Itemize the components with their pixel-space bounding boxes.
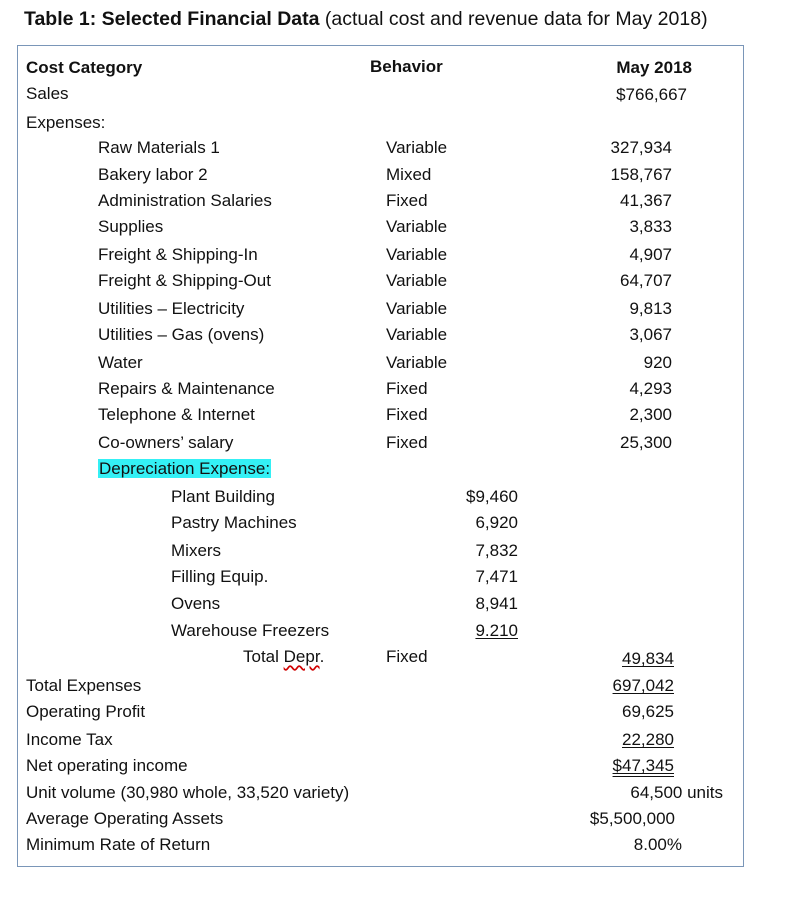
summary-label: Unit volume (30,980 whole, 33,520 variety) — [26, 783, 350, 802]
header-behavior: Behavior — [370, 57, 443, 76]
depreciation-value: 9.210 — [475, 621, 518, 640]
expense-value: 4,293 — [629, 379, 672, 398]
expense-value: 64,707 — [620, 271, 672, 290]
total-depr-behavior: Fixed — [386, 647, 428, 666]
expense-value: 920 — [643, 353, 672, 372]
expense-value: 2,300 — [629, 405, 672, 424]
sales-value: $766,667 — [616, 85, 687, 104]
depreciation-value: 7,471 — [475, 567, 518, 586]
expense-label: Repairs & Maintenance — [98, 379, 275, 398]
summary-value: 69,625 — [622, 702, 674, 721]
depreciation-label: Filling Equip. — [171, 567, 269, 586]
summary-value: $47,345 — [612, 756, 674, 775]
expense-value: 158,767 — [610, 165, 672, 184]
expense-behavior: Variable — [386, 138, 448, 157]
header-may-2018: May 2018 — [616, 58, 692, 77]
expense-label: Telephone & Internet — [98, 405, 255, 424]
depreciation-label: Mixers — [171, 541, 222, 560]
summary-label: Average Operating Assets — [26, 809, 224, 828]
expense-label: Water — [98, 353, 143, 372]
expense-behavior: Variable — [386, 271, 448, 290]
summary-label: Income Tax — [26, 730, 113, 749]
expense-label: Supplies — [98, 217, 164, 236]
expense-value: 9,813 — [629, 299, 672, 318]
expense-behavior: Mixed — [386, 165, 432, 184]
depreciation-label: Pastry Machines — [171, 513, 297, 532]
depreciation-label: Warehouse Freezers — [171, 621, 330, 640]
depreciation-value: 6,920 — [475, 513, 518, 532]
expense-label: Utilities – Electricity — [98, 299, 245, 318]
summary-label: Total Expenses — [26, 676, 142, 695]
summary-value: 697,042 — [612, 676, 674, 695]
spellcheck-mark: Depr — [283, 647, 320, 666]
expense-label: Raw Materials 1 — [98, 138, 220, 157]
table-title: Table 1: Selected Financial Data (actual cost and revenue data for May 2018) — [24, 8, 708, 30]
expense-value: 327,934 — [610, 138, 672, 157]
total-depr-label: Total Depr. — [243, 647, 325, 666]
expense-value: 41,367 — [620, 191, 672, 210]
expense-label: Freight & Shipping-In — [98, 245, 258, 264]
expense-label: Co-owners’ salary — [98, 433, 234, 452]
depreciation-heading: Depreciation Expense: — [99, 459, 271, 478]
sales-label: Sales — [26, 84, 69, 103]
expense-behavior: Variable — [386, 299, 448, 318]
depreciation-value: $9,460 — [466, 487, 518, 506]
summary-value: $5,500,000 — [589, 809, 675, 828]
summary-label: Net operating income — [26, 756, 188, 775]
depreciation-label: Ovens — [171, 594, 221, 613]
expense-behavior: Variable — [386, 325, 448, 344]
summary-label: Minimum Rate of Return — [26, 835, 211, 854]
expense-label: Freight & Shipping-Out — [98, 271, 271, 290]
expense-value: 3,833 — [629, 217, 672, 236]
expense-behavior: Fixed — [386, 191, 428, 210]
expense-behavior: Fixed — [386, 379, 428, 398]
expense-behavior: Variable — [386, 353, 448, 372]
summary-value: 22,280 — [622, 730, 674, 749]
expense-label: Utilities – Gas (ovens) — [98, 325, 265, 344]
depreciation-label: Plant Building — [171, 487, 275, 506]
total-depr-value: 49,834 — [622, 649, 674, 668]
expense-behavior: Fixed — [386, 433, 428, 452]
summary-label: Operating Profit — [26, 702, 146, 721]
summary-value: 64,500 units — [630, 783, 723, 802]
expense-value: 3,067 — [629, 325, 672, 344]
summary-value: 8.00% — [633, 835, 682, 854]
expense-value: 4,907 — [629, 245, 672, 264]
header-cost-category: Cost Category — [26, 58, 143, 77]
expense-label: Bakery labor 2 — [98, 165, 208, 184]
expense-behavior: Variable — [386, 217, 448, 236]
expense-behavior: Variable — [386, 245, 448, 264]
expenses-label: Expenses: — [26, 113, 106, 132]
depreciation-value: 7,832 — [475, 541, 518, 560]
expense-value: 25,300 — [620, 433, 672, 452]
depreciation-value: 8,941 — [475, 594, 518, 613]
expense-behavior: Fixed — [386, 405, 428, 424]
expense-label: Administration Salaries — [98, 191, 272, 210]
